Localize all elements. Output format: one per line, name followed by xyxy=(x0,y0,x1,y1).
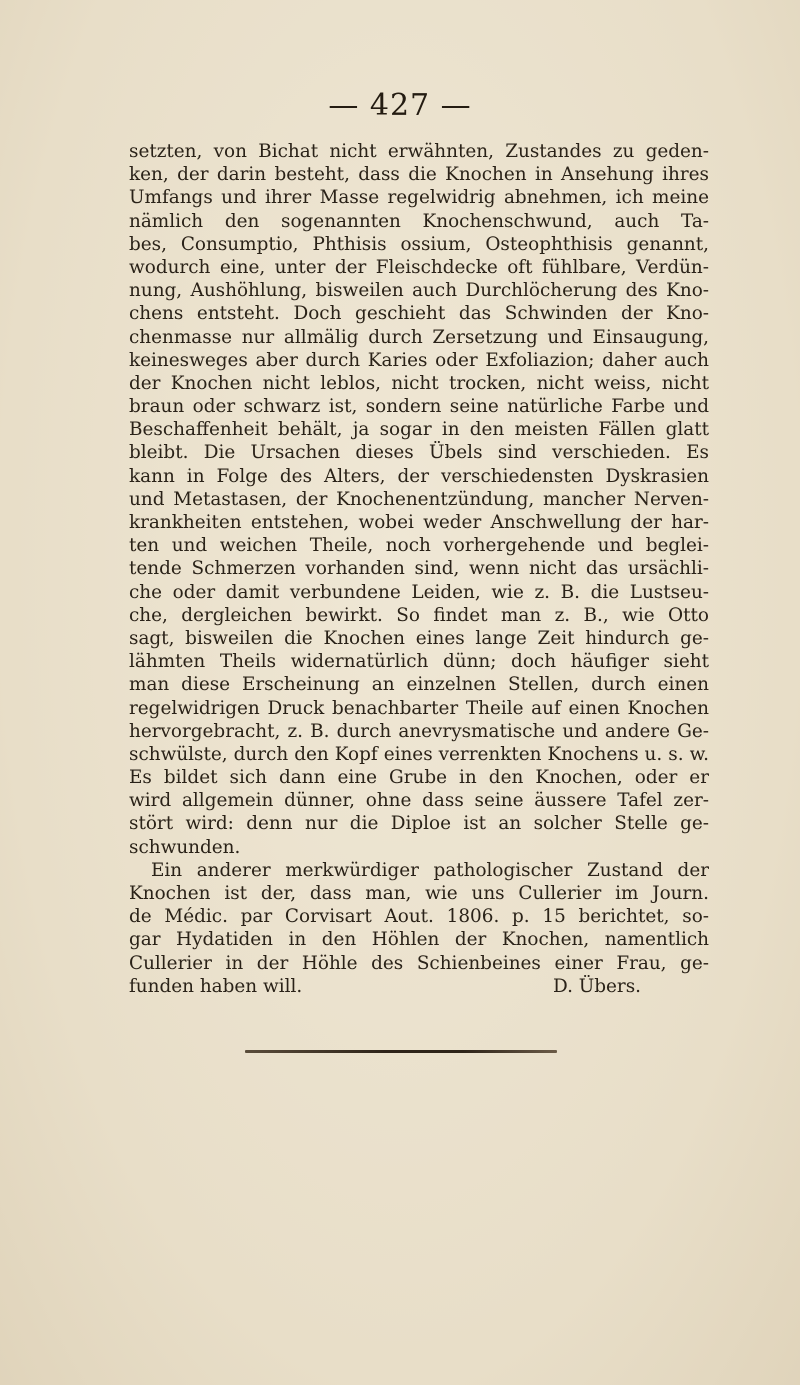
text-line: gar Hydatiden in den Höhlen der Knochen, namentlich xyxy=(129,929,709,951)
text-line: Ein anderer merkwürdiger pathologischer Zustand der xyxy=(151,859,709,881)
body-text xyxy=(129,140,709,998)
text-line: che oder damit verbundene Leiden, wie z. B. die Lustseu- xyxy=(129,581,709,603)
text-line: schwunden. xyxy=(129,836,241,858)
text-line: ten und weichen Theile, noch vorhergehende und beglei- xyxy=(129,535,709,557)
text-line: hervorgebracht, z. B. durch anevrysmatische und andere Ge- xyxy=(129,720,709,742)
text-line: braun oder schwarz ist, sondern seine natürliche Farbe und xyxy=(129,396,709,418)
closing-text: funden haben will. xyxy=(129,975,303,997)
text-line: che, dergleichen bewirkt. So findet man z. B., wie Otto xyxy=(129,604,709,626)
text-line: Knochen ist der, dass man, wie uns Cullerier im Journ. xyxy=(129,883,709,904)
text-line: Beschaffenheit behält, ja sogar in den meisten Fällen glatt xyxy=(129,419,709,441)
text-line: chens entsteht. Doch geschieht das Schwinden der Kno- xyxy=(129,303,709,325)
text-line: Cullerier in der Höhle des Schienbeines einer Frau, ge- xyxy=(129,952,709,974)
text-line: kann in Folge des Alters, der verschiedensten Dyskrasien xyxy=(129,465,709,487)
text-line: schwülste, durch den Kopf eines verrenkten Knochens u. s. w. xyxy=(129,743,709,765)
section-divider-rule xyxy=(245,1050,557,1053)
text-line: man diese Erscheinung an einzelnen Stellen, durch einen xyxy=(129,674,709,696)
text-line: bleibt. Die Ursachen dieses Übels sind verschieden. Es xyxy=(129,442,709,464)
text-line: de Médic. par Corvisart Aout. 1806. p. 15 berichtet, so- xyxy=(129,906,709,928)
text-line: der Knochen nicht leblos, nicht trocken, nicht weiss, nicht xyxy=(129,372,709,394)
paragraph-hydatiden xyxy=(129,859,709,998)
text-line: setzten, von Bichat nicht erwähnten, Zustandes zu geden- xyxy=(129,141,709,162)
paragraph-knochenschwund xyxy=(129,140,709,859)
text-line: keinesweges aber durch Karies oder Exfoliazion; daher auch xyxy=(129,349,709,371)
text-line: chenmasse nur allmälig durch Zersetzung und Einsaugung, xyxy=(129,326,709,348)
text-line: Es bildet sich dann eine Grube in den Knochen, oder er xyxy=(129,767,709,789)
text-line: ken, der darin besteht, dass die Knochen in Ansehung ihres xyxy=(129,164,709,186)
text-line: lähmten Theils widernatürlich dünn; doch häufiger sieht xyxy=(129,651,709,673)
text-line: wird allgemein dünner, ohne dass seine äussere Tafel zer- xyxy=(129,790,709,812)
closing-line xyxy=(129,975,709,998)
text-line: krankheiten entstehen, wobei weder Anschwellung der har- xyxy=(129,512,709,533)
translator-signature: D. Übers. xyxy=(553,975,642,997)
text-line: bes, Consumptio, Phthisis ossium, Osteophthisis genannt, xyxy=(129,233,709,255)
text-line: und Metastasen, der Knochenentzündung, mancher Nerven- xyxy=(129,488,709,510)
text-line: nung, Aushöhlung, bisweilen auch Durchlöcherung des Kno- xyxy=(129,280,709,302)
text-line: Umfangs und ihrer Masse regelwidrig abnehmen, ich meine xyxy=(129,187,709,209)
text-line: tende Schmerzen vorhanden sind, wenn nicht das ursächli- xyxy=(129,558,709,580)
text-line: wodurch eine, unter der Fleischdecke oft fühlbare, Verdün- xyxy=(129,256,709,278)
text-line: nämlich den sogenannten Knochenschwund, auch Ta- xyxy=(129,210,709,232)
page-number: — 427 — xyxy=(328,88,472,123)
text-line: regelwidrigen Druck benachbarter Theile auf einen Knochen xyxy=(129,697,709,719)
text-line: sagt, bisweilen die Knochen eines lange Zeit hindurch ge- xyxy=(129,627,709,649)
text-line: stört wird: denn nur die Diploe ist an solcher Stelle ge- xyxy=(129,813,709,835)
